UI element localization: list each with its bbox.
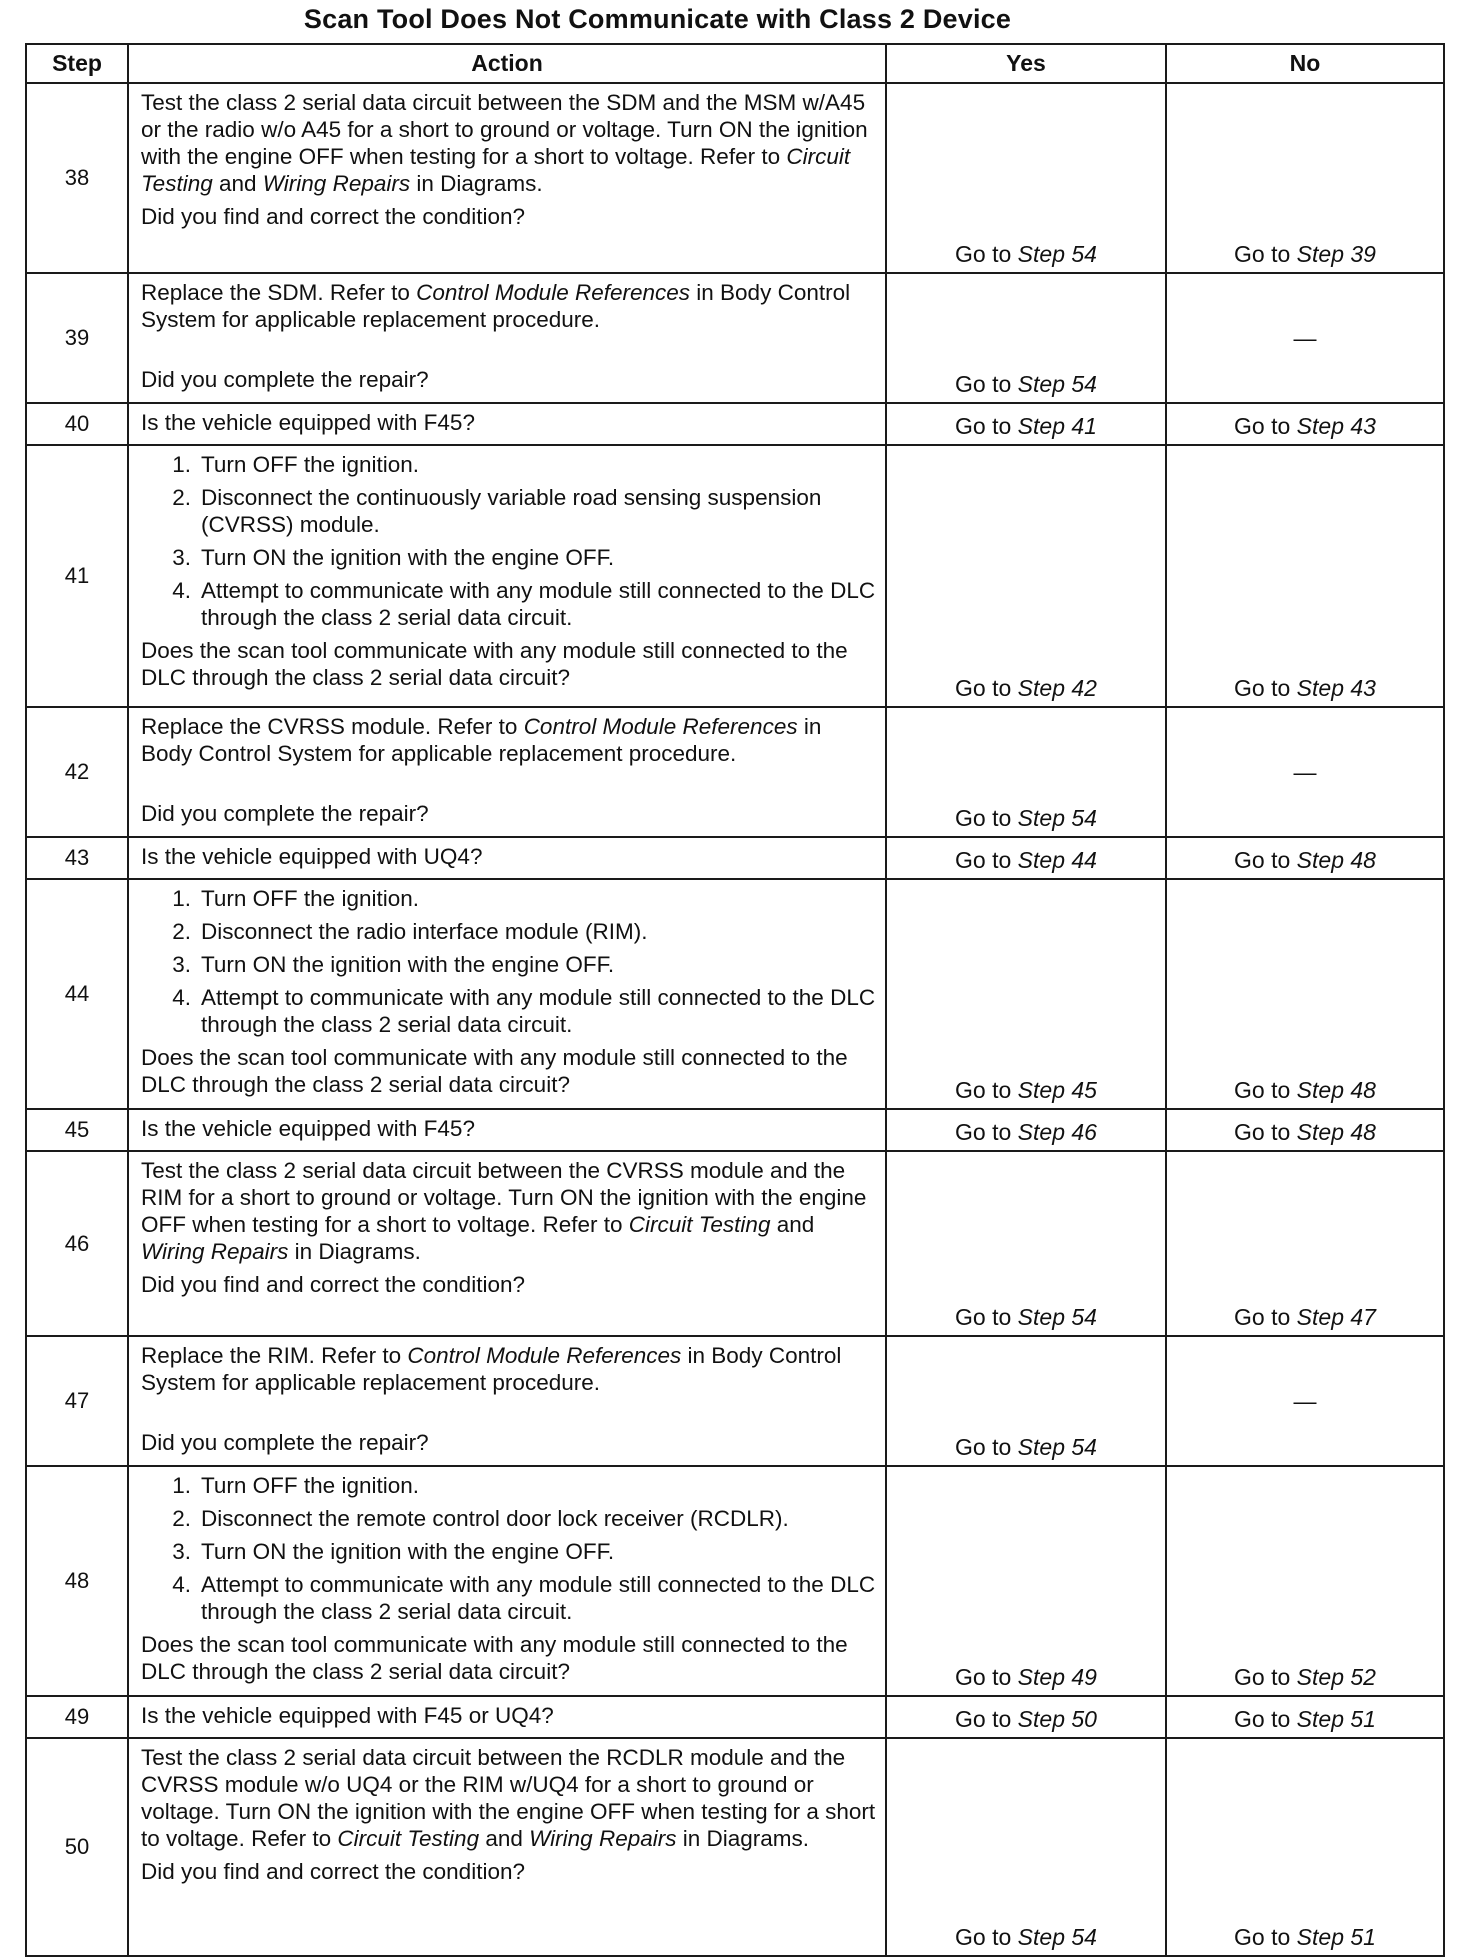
yes-step-ref: Step 54: [1017, 1434, 1097, 1460]
action-question: Did you complete the repair?: [141, 801, 429, 826]
list-item: [141, 951, 877, 978]
text-segment: Test the class 2 serial data circuit between the SDM and the MSM w/A45 or the radio w/o A45 for a short to ground or voltage. Turn ON the ignition with the engine OFF when testing for a short to voltage. Refer to: [141, 90, 868, 169]
item-text: Attempt to communicate with any module still connected to the DLC through the class 2 serial data circuit.: [201, 1572, 876, 1624]
yes-step-ref: Step 54: [1017, 241, 1097, 267]
item-number: 4.: [172, 985, 191, 1010]
reference-link-text: Wiring Repairs: [141, 1239, 289, 1264]
item-number: 3.: [172, 952, 191, 977]
step-number: 38: [26, 83, 128, 273]
list-item: [141, 484, 877, 538]
yes-prefix: Go to: [955, 1304, 1018, 1330]
table-row: [26, 83, 1444, 273]
no-step-ref: Step 51: [1296, 1924, 1376, 1950]
table-row: [26, 707, 1444, 837]
step-number: 49: [26, 1696, 128, 1738]
yes-prefix: Go to: [955, 675, 1018, 701]
yes-result: [886, 1151, 1166, 1336]
table-row: [26, 879, 1444, 1109]
action-cell: [128, 707, 886, 837]
yes-prefix: Go to: [955, 371, 1018, 397]
list-item: [141, 544, 877, 571]
text-segment: in Diagrams.: [676, 1826, 810, 1851]
reference-link-text: Circuit Testing: [628, 1212, 771, 1237]
yes-step-ref: Step 45: [1017, 1077, 1097, 1103]
no-step-ref: Step 39: [1296, 241, 1376, 267]
text-segment: Replace the SDM. Refer to: [141, 280, 417, 305]
no-step-ref: Step 43: [1296, 413, 1376, 439]
item-number: 2.: [172, 919, 191, 944]
yes-result: [886, 1466, 1166, 1696]
step-number: 48: [26, 1466, 128, 1696]
action-question: Does the scan tool communicate with any module still connected to the DLC through the class 2 serial data circuit?: [141, 638, 848, 690]
reference-link-text: Wiring Repairs: [529, 1826, 677, 1851]
table-row: [26, 403, 1444, 445]
step-number: 46: [26, 1151, 128, 1336]
no-step-ref: Step 48: [1296, 1077, 1376, 1103]
text-segment: Test the class 2 serial data circuit between the RCDLR module and the CVRSS module w/o UQ4 or the RIM w/UQ4 for a short to ground or voltage. Turn ON the ignition with the engine OFF when testing for a short to voltage. Refer to: [141, 1745, 876, 1851]
yes-result: [886, 1738, 1166, 1956]
step-number: 41: [26, 445, 128, 707]
list-item: [141, 1472, 877, 1499]
yes-step-ref: Step 46: [1017, 1119, 1097, 1145]
yes-step-ref: Step 54: [1017, 1304, 1097, 1330]
text-segment: Test the class 2 serial data circuit between the CVRSS module and the RIM for a short to ground or voltage. Turn ON the ignition with the engine OFF when testing for a short to voltage. Refer to: [141, 1158, 867, 1237]
action-question: Did you find and correct the condition?: [141, 1272, 525, 1297]
header-row: [26, 44, 1444, 83]
item-text: Attempt to communicate with any module still connected to the DLC through the class 2 serial data circuit.: [201, 985, 876, 1037]
action-cell: [128, 273, 886, 403]
item-text: Turn OFF the ignition.: [201, 1473, 420, 1498]
table-row: [26, 837, 1444, 879]
list-item: [141, 1538, 877, 1565]
item-number: 1.: [172, 1473, 191, 1498]
item-text: Turn ON the ignition with the engine OFF.: [201, 545, 615, 570]
no-result-dash: —: [1166, 1336, 1444, 1466]
yes-prefix: Go to: [955, 1434, 1018, 1460]
no-result: [1166, 837, 1444, 879]
no-prefix: Go to: [1234, 675, 1297, 701]
action-question: Is the vehicle equipped with F45?: [141, 1116, 475, 1141]
yes-prefix: Go to: [955, 1924, 1018, 1950]
step-number: 40: [26, 403, 128, 445]
no-prefix: Go to: [1234, 1706, 1297, 1732]
item-number: 2.: [172, 485, 191, 510]
yes-step-ref: Step 49: [1017, 1664, 1097, 1690]
reference-link-text: Circuit Testing: [337, 1826, 480, 1851]
item-number: 3.: [172, 545, 191, 570]
yes-step-ref: Step 44: [1017, 847, 1097, 873]
instruction-list: [141, 451, 877, 631]
text-segment: and: [770, 1212, 815, 1237]
no-step-ref: Step 47: [1296, 1304, 1376, 1330]
item-number: 4.: [172, 1572, 191, 1597]
list-item: [141, 1571, 877, 1625]
action-question: Is the vehicle equipped with F45 or UQ4?: [141, 1703, 554, 1728]
no-result: [1166, 1466, 1444, 1696]
instruction-list: [141, 1472, 877, 1625]
step-number: 39: [26, 273, 128, 403]
no-result-dash: —: [1166, 273, 1444, 403]
action-text: [141, 713, 877, 767]
yes-prefix: Go to: [955, 241, 1018, 267]
no-result: [1166, 403, 1444, 445]
action-cell: [128, 445, 886, 707]
action-cell: [128, 1696, 886, 1738]
table-row: [26, 445, 1444, 707]
yes-result: [886, 403, 1166, 445]
yes-result: [886, 1109, 1166, 1151]
text-segment: and: [212, 171, 263, 196]
action-cell: [128, 1336, 886, 1466]
step-number: 47: [26, 1336, 128, 1466]
action-text: [141, 89, 877, 197]
no-result: [1166, 1151, 1444, 1336]
action-cell: [128, 1466, 886, 1696]
no-result-dash: —: [1166, 707, 1444, 837]
no-result: [1166, 1109, 1444, 1151]
list-item: [141, 577, 877, 631]
action-question: Did you complete the repair?: [141, 367, 429, 392]
no-step-ref: Step 52: [1296, 1664, 1376, 1690]
action-text: [141, 1157, 877, 1265]
text-segment: in Body Control System for applicable replacement procedure.: [141, 714, 822, 766]
yes-prefix: Go to: [955, 847, 1018, 873]
action-question: Does the scan tool communicate with any module still connected to the DLC through the class 2 serial data circuit?: [141, 1632, 848, 1684]
action-cell: [128, 837, 886, 879]
yes-prefix: Go to: [955, 413, 1018, 439]
item-text: Turn ON the ignition with the engine OFF.: [201, 952, 615, 977]
no-prefix: Go to: [1234, 1924, 1297, 1950]
diagnostic-table: [25, 43, 1445, 1957]
yes-prefix: Go to: [955, 1706, 1018, 1732]
table-row: [26, 273, 1444, 403]
no-prefix: Go to: [1234, 1077, 1297, 1103]
list-item: [141, 451, 877, 478]
action-cell: [128, 83, 886, 273]
list-item: [141, 918, 877, 945]
text-segment: Replace the CVRSS module. Refer to: [141, 714, 524, 739]
yes-prefix: Go to: [955, 805, 1018, 831]
no-prefix: Go to: [1234, 1664, 1297, 1690]
item-text: Turn ON the ignition with the engine OFF.: [201, 1539, 615, 1564]
action-cell: [128, 1109, 886, 1151]
action-text: [141, 1744, 877, 1852]
item-text: Turn OFF the ignition.: [201, 452, 420, 477]
no-step-ref: Step 51: [1296, 1706, 1376, 1732]
header-no: No: [1166, 44, 1444, 83]
yes-result: [886, 445, 1166, 707]
page-title: Scan Tool Does Not Communicate with Class 2 Device: [303, 4, 1012, 34]
no-result: [1166, 879, 1444, 1109]
reference-link-text: Control Module References: [407, 1343, 682, 1368]
yes-prefix: Go to: [955, 1077, 1018, 1103]
no-prefix: Go to: [1234, 847, 1297, 873]
table-row: [26, 1151, 1444, 1336]
action-question: Did you find and correct the condition?: [141, 204, 525, 229]
text-segment: in Body Control System for applicable replacement procedure.: [141, 280, 851, 332]
action-cell: [128, 403, 886, 445]
action-cell: [128, 1738, 886, 1956]
no-result: [1166, 1738, 1444, 1956]
item-number: 4.: [172, 578, 191, 603]
table-row: [26, 1738, 1444, 1956]
step-number: 43: [26, 837, 128, 879]
yes-result: [886, 273, 1166, 403]
action-question: Does the scan tool communicate with any module still connected to the DLC through the class 2 serial data circuit?: [141, 1045, 848, 1097]
no-result: [1166, 83, 1444, 273]
action-cell: [128, 1151, 886, 1336]
no-step-ref: Step 48: [1296, 847, 1376, 873]
item-number: 1.: [172, 886, 191, 911]
reference-link-text: Wiring Repairs: [262, 171, 411, 196]
step-number: 50: [26, 1738, 128, 1956]
yes-result: [886, 837, 1166, 879]
yes-step-ref: Step 54: [1017, 805, 1097, 831]
item-text: Turn OFF the ignition.: [201, 886, 420, 911]
list-item: [141, 885, 877, 912]
yes-result: [886, 879, 1166, 1109]
yes-step-ref: Step 50: [1017, 1706, 1097, 1732]
action-cell: [128, 879, 886, 1109]
reference-link-text: Control Module References: [416, 280, 691, 305]
no-prefix: Go to: [1234, 1119, 1297, 1145]
instruction-list: [141, 885, 877, 1038]
text-segment: in Diagrams.: [288, 1239, 421, 1264]
action-question: Did you complete the repair?: [141, 1430, 429, 1455]
item-number: 1.: [172, 452, 191, 477]
table-row: [26, 1336, 1444, 1466]
text-segment: and: [479, 1826, 530, 1851]
text-segment: Replace the RIM. Refer to: [141, 1343, 408, 1368]
no-step-ref: Step 43: [1296, 675, 1376, 701]
list-item: [141, 1505, 877, 1532]
yes-step-ref: Step 42: [1017, 675, 1097, 701]
item-number: 3.: [172, 1539, 191, 1564]
step-number: 42: [26, 707, 128, 837]
no-prefix: Go to: [1234, 241, 1297, 267]
no-prefix: Go to: [1234, 413, 1297, 439]
no-step-ref: Step 48: [1296, 1119, 1376, 1145]
yes-result: [886, 707, 1166, 837]
yes-step-ref: Step 41: [1017, 413, 1097, 439]
no-result: [1166, 445, 1444, 707]
action-question: Did you find and correct the condition?: [141, 1859, 525, 1884]
item-number: 2.: [172, 1506, 191, 1531]
action-text: [141, 1342, 877, 1396]
header-step: Step: [26, 44, 128, 83]
yes-step-ref: Step 54: [1017, 1924, 1097, 1950]
item-text: Disconnect the remote control door lock receiver (RCDLR).: [201, 1506, 789, 1531]
yes-prefix: Go to: [955, 1664, 1018, 1690]
step-number: 45: [26, 1109, 128, 1151]
reference-link-text: Circuit Testing: [141, 144, 851, 196]
no-result: [1166, 1696, 1444, 1738]
table-body: [26, 83, 1444, 1956]
item-text: Disconnect the radio interface module (RIM).: [201, 919, 648, 944]
table-row: [26, 1466, 1444, 1696]
yes-result: [886, 1336, 1166, 1466]
action-question: Is the vehicle equipped with UQ4?: [141, 844, 483, 869]
header-action: Action: [128, 44, 886, 83]
text-segment: in Body Control System for applicable replacement procedure.: [141, 1343, 842, 1395]
list-item: [141, 984, 877, 1038]
table-row: [26, 1696, 1444, 1738]
yes-result: [886, 1696, 1166, 1738]
item-text: Attempt to communicate with any module still connected to the DLC through the class 2 serial data circuit.: [201, 578, 876, 630]
header-yes: Yes: [886, 44, 1166, 83]
item-text: Disconnect the continuously variable road sensing suspension (CVRSS) module.: [201, 485, 822, 537]
yes-result: [886, 83, 1166, 273]
reference-link-text: Control Module References: [523, 714, 798, 739]
action-question: Is the vehicle equipped with F45?: [141, 410, 475, 435]
action-text: [141, 279, 877, 333]
yes-step-ref: Step 54: [1017, 371, 1097, 397]
yes-prefix: Go to: [955, 1119, 1018, 1145]
table-row: [26, 1109, 1444, 1151]
step-number: 44: [26, 879, 128, 1109]
text-segment: in Diagrams.: [410, 171, 543, 196]
no-prefix: Go to: [1234, 1304, 1297, 1330]
